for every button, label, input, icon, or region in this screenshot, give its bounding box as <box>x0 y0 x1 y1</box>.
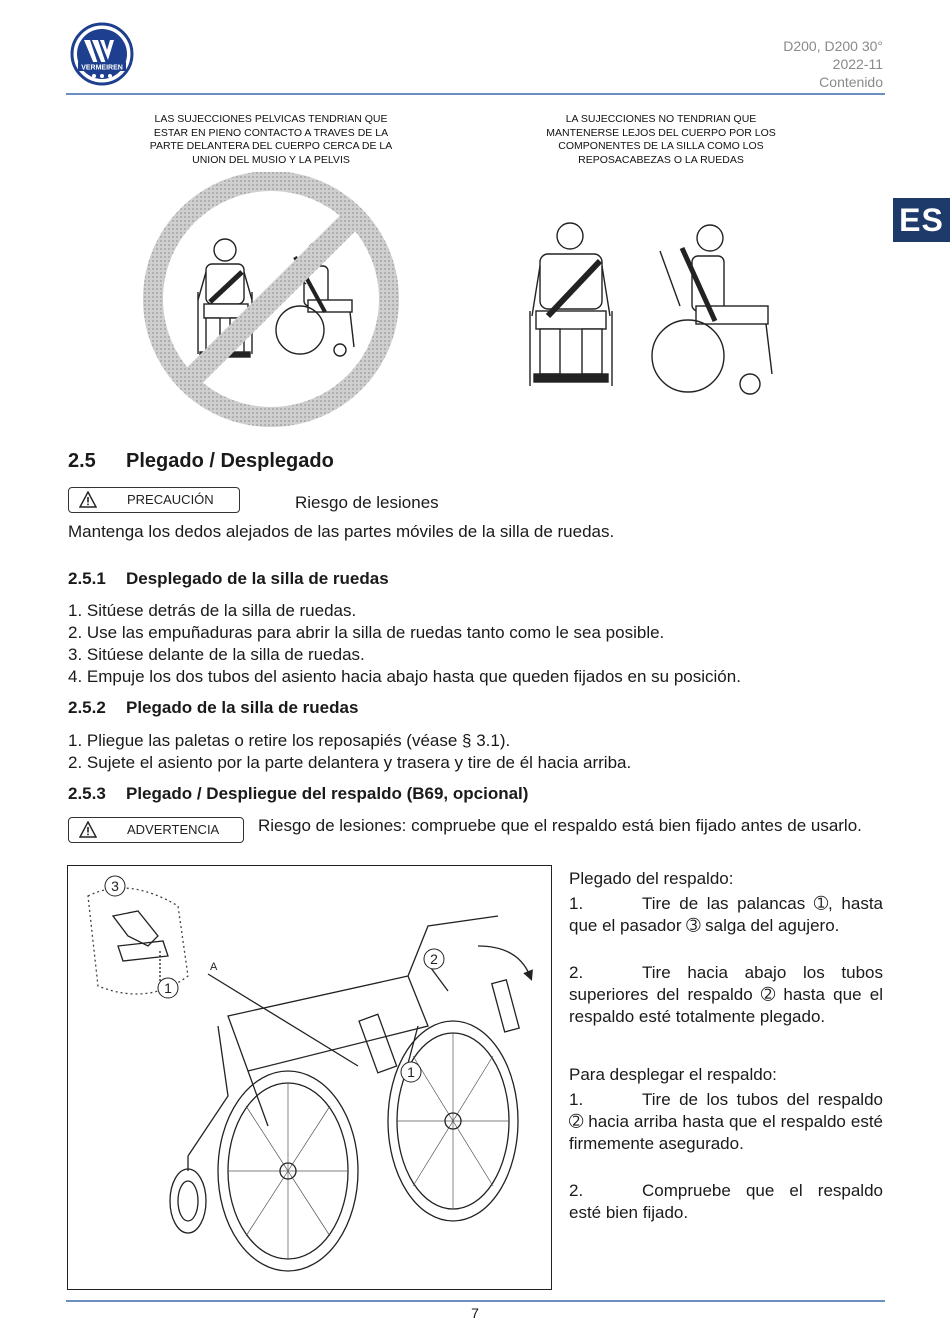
step-number: 1. <box>569 894 584 913</box>
caution-text: Riesgo de lesiones <box>295 493 439 512</box>
step-text: Tire de los tubos del respaldo ➁ hacia arriba hasta que el respaldo esté firmemente asegurado. <box>569 1090 883 1153</box>
left-illustration-caption: LAS SUJECCIONES PELVICAS TENDRIAN QUE ESTAR EN PIENO CONTACTO A TRAVES DE LA PARTE DELANTERA DEL CUERPO CERCA DE LA UNION DEL MUSIO Y LA PELVIS <box>149 113 393 166</box>
step-text: Tire hacia abajo los tubos superiores del respaldo ➁ hasta que el respaldo esté totalmente plegado. <box>569 963 883 1026</box>
callout-a: A <box>210 961 218 973</box>
warning-triangle-icon <box>79 821 97 838</box>
callout-3: 3 <box>111 878 119 894</box>
section-title: Plegado de la silla de ruedas <box>126 698 359 717</box>
unfold-backrest-title: Para desplegar el respaldo: <box>569 1065 777 1084</box>
header-date: 2022-11 <box>832 56 883 72</box>
section-2-5-3-heading <box>68 784 528 804</box>
section-2-5-heading <box>68 450 334 473</box>
section-number: 2.5 <box>68 450 96 472</box>
logo-text: VERMEIREN <box>81 64 123 72</box>
callout-1: 1 <box>407 1064 415 1080</box>
header-section: Contenido <box>819 74 883 90</box>
list-item: 1. Sitúese detrás de la silla de ruedas. <box>68 601 357 620</box>
header-divider <box>66 93 885 95</box>
wheelchair-drawing <box>68 866 551 1289</box>
section-number: 2.5.2 <box>68 698 106 717</box>
caution-description: Mantenga los dedos alejados de las partes móviles de la silla de ruedas. <box>68 522 615 541</box>
incorrect-belt-illustration <box>140 172 402 427</box>
header-model: D200, D200 30° <box>783 38 883 54</box>
caution-label-box <box>68 487 240 513</box>
vermeiren-logo <box>70 22 134 86</box>
section-number: 2.5.3 <box>68 784 106 803</box>
section-2-5-2-heading <box>68 698 358 718</box>
unfold-step-2 <box>569 1180 883 1224</box>
backrest-fold-figure <box>67 865 552 1290</box>
section-2-5-1-heading <box>68 569 389 589</box>
fold-steps-list <box>68 730 631 774</box>
list-item: 4. Empuje los dos tubos del asiento hacia abajo hasta que queden fijados en su posición. <box>68 667 741 686</box>
section-title: Plegado / Desplegado <box>126 450 334 472</box>
section-title: Plegado / Despliegue del respaldo (B69, opcional) <box>126 784 529 803</box>
warning-label: ADVERTENCIA <box>127 822 220 837</box>
list-item: 1. Pliegue las paletas o retire los reposapiés (véase § 3.1). <box>68 731 511 750</box>
fold-backrest-title: Plegado del respaldo: <box>569 869 734 888</box>
list-item: 2. Use las empuñaduras para abrir la silla de ruedas tanto como le sea posible. <box>68 623 665 642</box>
step-text: Tire de las palancas ➀, hasta que el pasador ➂ salga del agujero. <box>569 894 883 935</box>
fold-step-2 <box>569 962 883 1028</box>
caution-label: PRECAUCIÓN <box>127 492 214 507</box>
list-item: 2. Sujete el asiento por la parte delantera y trasera y tire de él hacia arriba. <box>68 753 632 772</box>
fold-step-1 <box>569 893 883 937</box>
warning-text: Riesgo de lesiones: compruebe que el respaldo está bien fijado antes de usarlo. <box>258 816 862 835</box>
step-number: 2. <box>569 963 584 982</box>
warning-triangle-icon <box>79 491 97 508</box>
step-number: 2. <box>569 1181 584 1200</box>
step-number: 1. <box>569 1090 584 1109</box>
list-item: 3. Sitúese delante de la silla de ruedas. <box>68 645 365 664</box>
callout-1: 1 <box>164 980 172 996</box>
unfold-steps-list <box>68 600 741 688</box>
section-title: Desplegado de la silla de ruedas <box>126 569 389 588</box>
footer-divider <box>66 1300 885 1302</box>
callout-2: 2 <box>430 951 438 967</box>
unfold-step-1 <box>569 1089 883 1155</box>
right-illustration-caption: LA SUJECCIONES NO TENDRIAN QUE MANTENERSE LEJOS DEL CUERPO POR LOS COMPONENTES DE LA SILLA COMO LOS REPOSACABEZAS O LA RUEDAS <box>546 113 776 166</box>
section-number: 2.5.1 <box>68 569 106 588</box>
language-tab: ES <box>893 198 950 242</box>
step-text: Compruebe que el respaldo esté bien fijado. <box>569 1181 883 1222</box>
warning-label-box <box>68 817 244 843</box>
page-number: 7 <box>471 1305 479 1321</box>
correct-belt-illustration <box>520 206 810 406</box>
